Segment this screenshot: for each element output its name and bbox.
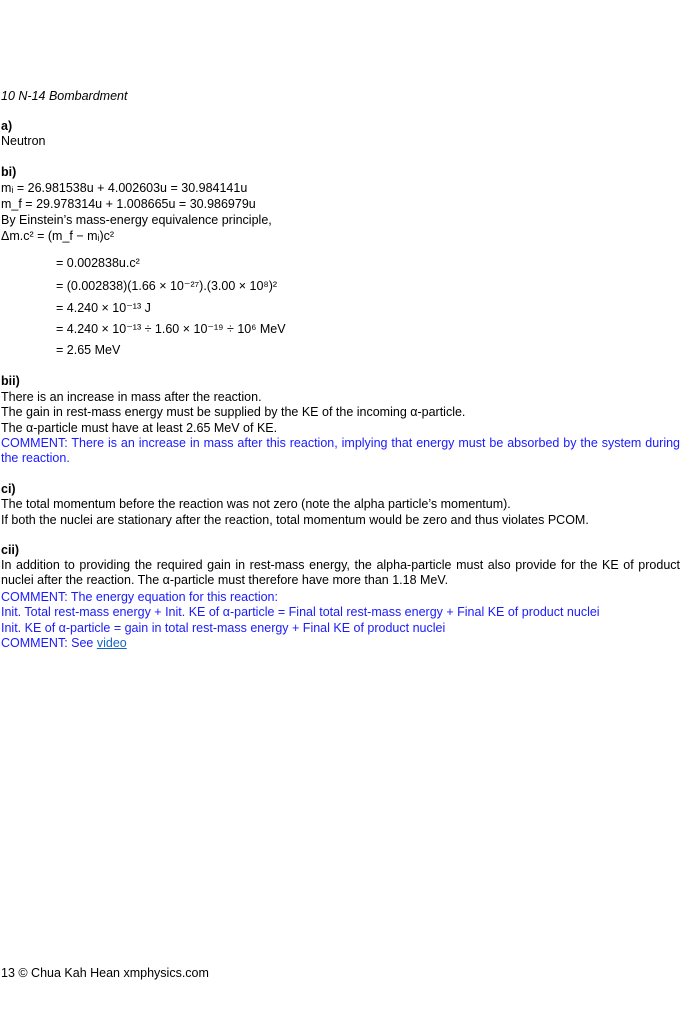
ci-line-1: The total momentum before the reaction was not zero (note the alpha particle’s momentum).: [1, 497, 511, 511]
part-a-heading: a): [1, 119, 13, 133]
einstein-principle-text: By Einstein’s mass-energy equivalence principle,: [1, 213, 272, 227]
cii-paragraph: In addition to providing the required gain in rest-mass energy, the alpha-particle must also provide for the KE of product nuclei after the reaction. The α-particle must therefore have more than 1.18 MeV.: [1, 558, 680, 587]
part-ci-heading: ci): [1, 482, 16, 496]
video-link[interactable]: video: [96, 636, 127, 650]
energy-step-3: = 4.240 × 10⁻¹³ J: [56, 301, 151, 315]
page-footer: 13 © Chua Kah Hean xmphysics.com: [1, 966, 209, 980]
cii-comment-3: Init. KE of α-particle = gain in total rest-mass energy + Final KE of product nuclei: [1, 621, 446, 635]
bii-line-2: The gain in rest-mass energy must be supplied by the KE of the incoming α-particle.: [1, 405, 466, 419]
initial-mass-equation: mᵢ = 26.981538u + 4.002603u = 30.984141u: [1, 181, 248, 195]
bii-line-1: There is an increase in mass after the reaction.: [1, 390, 262, 404]
cii-comment-1: COMMENT: The energy equation for this reaction:: [1, 590, 278, 604]
part-bi-heading: bi): [1, 165, 17, 179]
section-title: 10 N-14 Bombardment: [1, 89, 128, 103]
energy-equation-line: Δm.c² = (m_f − mᵢ)c²: [1, 229, 115, 243]
part-a-answer: Neutron: [1, 134, 46, 148]
part-cii-heading: cii): [1, 543, 20, 557]
energy-step-4: = 4.240 × 10⁻¹³ ÷ 1.60 × 10⁻¹⁹ ÷ 10⁶ MeV: [56, 322, 286, 336]
energy-step-2: = (0.002838)(1.66 × 10⁻²⁷).(3.00 × 10⁸)²: [56, 279, 278, 293]
energy-step-5: = 2.65 MeV: [56, 343, 121, 357]
cii-comment-4-prefix: COMMENT: See: [1, 636, 97, 650]
energy-step-1: = 0.002838u.c²: [56, 256, 140, 270]
cii-comment-2: Init. Total rest-mass energy + Init. KE of α-particle = Final total rest-mass energy + Final KE of product nuclei: [1, 605, 600, 619]
final-mass-equation: m_f = 29.978314u + 1.008665u = 30.986979u: [1, 197, 256, 211]
part-bii-heading: bii): [1, 374, 20, 388]
bii-line-3: The α-particle must have at least 2.65 MeV of KE.: [1, 421, 278, 435]
ci-line-2: If both the nuclei are stationary after the reaction, total momentum would be zero and thus violates PCOM.: [1, 513, 589, 527]
cii-comment-4: [1, 636, 127, 651]
bii-comment: COMMENT: There is an increase in mass after this reaction, implying that energy must be absorbed by the system during the reaction.: [1, 436, 680, 465]
